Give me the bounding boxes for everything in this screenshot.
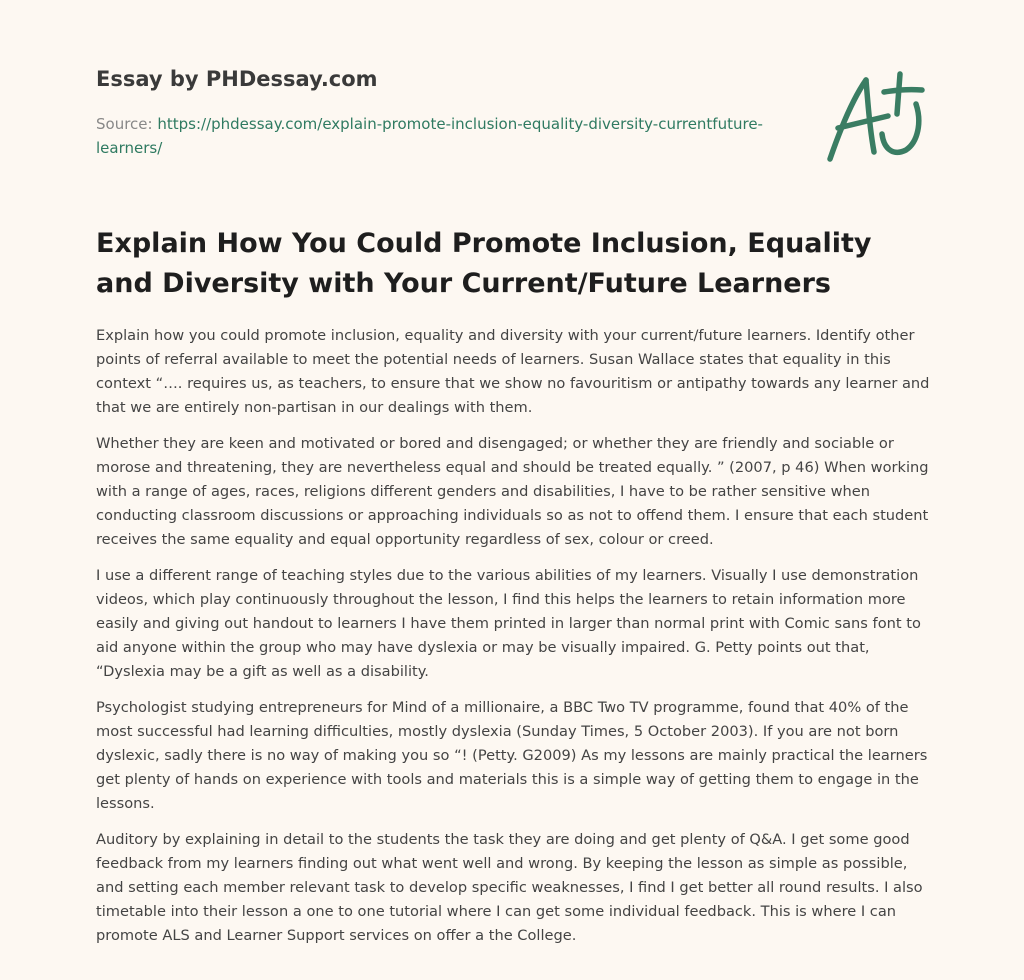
paragraph: Explain how you could promote inclusion, equality and diversity with your current/future learners. Identify other points of referral available to meet the potential needs of learners. Susan Wallace states that equality in this context “…. requires us, as teachers, to ensure that we show no favouritism or antipathy towards any learner and that we are entirely non-partisan in our dealings with them. <box>96 327 930 416</box>
paragraph: Psychologist studying entrepreneurs for Mind of a millionaire, a BBC Two TV programme, found that 40% of the most successful had learning difficulties, mostly dyslexia (Sunday Times, 5 October 2003). If you are not born dyslexic, sadly there is no way of making you so “! (Petty. G2009) As my lessons are mainly practical the learners get plenty of hands on experience with tools and materials this is a simple way of getting them to engage in the lessons. <box>96 699 928 812</box>
source-link[interactable]: https://phdessay.com/explain-promote-inclusion-equality-diversity-currentfuture-learners/ <box>96 115 763 157</box>
a-plus-grade-icon <box>822 70 928 166</box>
source-line <box>96 112 776 160</box>
article-title: Explain How You Could Promote Inclusion, Equality and Diversity with Your Current/Future Learners <box>96 228 872 299</box>
paragraph: Whether they are keen and motivated or bored and disengaged; or whether they are friendly and sociable or morose and threatening, they are nevertheless equal and should be treated equally. ” (2007, p 46) When working with a range of ages, races, religions different genders and disabilities, I have to be rather sensitive when conducting classroom discussions or approaching individuals so as not to offend them. I ensure that each student receives the same equality and equal opportunity regardless of sex, colour or creed. <box>96 435 929 548</box>
article-body <box>96 324 932 960</box>
paragraph: Auditory by explaining in detail to the students the task they are doing and get plenty of Q&A. I get some good feedback from my learners finding out what went well and wrong. By keeping the lesson as simple as possible, and setting each member relevant task to develop specific weaknesses, I find I get better all round results. I also timetable into their lesson a one to one tutorial where I can get some individual feedback. This is where I can promote ALS and Learner Support services on offer a the College. <box>96 831 923 944</box>
source-label: Source: <box>96 115 153 133</box>
paragraph: I use a different range of teaching styles due to the various abilities of my learners. Visually I use demonstration videos, which play continuously throughout the lesson, I find this helps the learners to retain information more easily and giving out handout to learners I have them printed in larger than normal print with Comic sans font to aid anyone within the group who may have dyslexia or may be visually impaired. G. Petty points out that, “Dyslexia may be a gift as well as a disability. <box>96 567 921 680</box>
page-header <box>96 64 776 160</box>
site-brand: Essay by PHDessay.com <box>96 67 378 91</box>
